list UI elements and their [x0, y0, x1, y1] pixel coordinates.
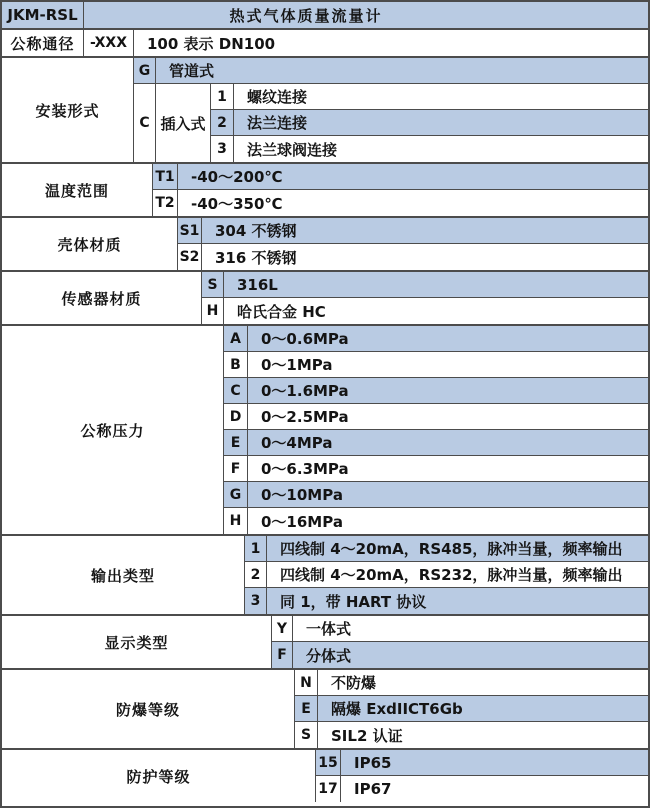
option-code: 1 [211, 84, 234, 109]
option-value: 316L [237, 275, 278, 294]
option-row [211, 136, 648, 162]
option-row-pipe [134, 58, 648, 84]
option-row [272, 616, 648, 642]
option-value: 0～6.3MPa [261, 460, 349, 478]
option-row [202, 272, 648, 298]
nominal-diameter-code: -XXX [84, 30, 134, 56]
option-value: 0～16MPa [261, 512, 343, 531]
model-code: JKM-RSL [2, 2, 84, 28]
installation-rows [134, 58, 648, 162]
protection-option-rows [316, 750, 648, 802]
option-value: 管道式 [169, 62, 215, 80]
option-value: 哈氏合金 HC [237, 302, 326, 321]
option-row [224, 352, 648, 378]
option-value: 一体式 [306, 620, 352, 638]
option-value: 不防爆 [331, 674, 377, 692]
option-value: 螺纹连接 [247, 88, 308, 106]
option-code: F [272, 642, 293, 668]
sensor-option-rows [202, 272, 648, 324]
option-code: H [202, 298, 224, 324]
option-code: E [295, 696, 318, 721]
option-value: 0～0.6MPa [261, 330, 349, 348]
option-row [202, 298, 648, 324]
housing-option-rows [178, 218, 648, 270]
option-value: 同 1，带 HART 协议 [280, 592, 427, 611]
nominal-pressure-label: 公称压力 [2, 326, 224, 534]
option-row [245, 536, 648, 562]
option-code: F [224, 456, 248, 481]
option-row [224, 430, 648, 456]
option-code: T1 [153, 164, 178, 189]
section-nominal-pressure [2, 326, 648, 536]
sensor-material-label: 传感器材质 [2, 272, 202, 324]
option-value: -40～350℃ [191, 194, 283, 213]
temperature-range-label: 温度范围 [2, 164, 153, 216]
option-row [245, 562, 648, 588]
protection-grade-label: 防护等级 [2, 750, 316, 802]
temperature-option-rows [153, 164, 648, 216]
section-housing-material [2, 218, 648, 272]
option-code: C [224, 378, 248, 403]
option-code: G [134, 58, 156, 83]
display-option-rows [272, 616, 648, 668]
option-code: N [295, 670, 318, 695]
option-row [295, 696, 648, 722]
installation-type-label: 安装形式 [2, 58, 134, 162]
option-code: E [224, 430, 248, 455]
option-row [224, 404, 648, 430]
option-row [211, 84, 648, 110]
output-type-label: 输出类型 [2, 536, 245, 614]
pressure-option-rows [224, 326, 648, 534]
option-code: S2 [178, 244, 202, 270]
option-value: IP65 [354, 753, 392, 772]
option-code: D [224, 404, 248, 429]
insertion-option-rows [211, 84, 648, 162]
option-row [153, 190, 648, 216]
option-value: 四线制 4～20mA，RS232，脉冲当量，频率输出 [280, 566, 623, 584]
product-title: 热式气体质量流量计 [84, 2, 648, 28]
explosion-proof-grade-label: 防爆等级 [2, 670, 295, 748]
insertion-group-code: C [134, 84, 156, 162]
option-row [224, 508, 648, 534]
option-code: G [224, 482, 248, 507]
option-code: 2 [211, 110, 234, 135]
option-row [316, 750, 648, 776]
section-display-type [2, 616, 648, 670]
option-value: 0～4MPa [261, 434, 333, 452]
option-row [224, 456, 648, 482]
option-code: 17 [316, 776, 341, 802]
option-row [295, 670, 648, 696]
option-code: 15 [316, 750, 341, 775]
option-row [224, 326, 648, 352]
display-type-label: 显示类型 [2, 616, 272, 668]
section-sensor-material [2, 272, 648, 326]
insertion-group-label: 插入式 [156, 84, 211, 162]
option-row [224, 482, 648, 508]
explosion-option-rows [295, 670, 648, 748]
option-row [178, 244, 648, 270]
section-output-type [2, 536, 648, 616]
option-value: 四线制 4～20mA，RS485，脉冲当量，频率输出 [280, 540, 623, 558]
option-code: S [295, 722, 318, 748]
option-code: 3 [245, 588, 267, 614]
option-value: -40～200℃ [191, 168, 283, 186]
section-nominal-diameter [2, 30, 648, 58]
option-code: S1 [178, 218, 202, 243]
option-value: 0～10MPa [261, 486, 343, 504]
option-row [224, 378, 648, 404]
option-code: Y [272, 616, 293, 641]
option-row [272, 642, 648, 668]
option-value: 0～1MPa [261, 356, 333, 374]
option-value: 304 不锈钢 [215, 222, 297, 240]
header-row [2, 2, 648, 30]
option-value: SIL2 认证 [331, 726, 403, 745]
option-value: 法兰连接 [247, 114, 308, 132]
option-row [211, 110, 648, 136]
option-value: 分体式 [306, 646, 352, 665]
housing-material-label: 壳体材质 [2, 218, 178, 270]
option-value: 法兰球阀连接 [247, 140, 338, 159]
option-code: B [224, 352, 248, 377]
section-installation-type [2, 58, 648, 164]
option-value: 隔爆 ExdIICT6Gb [331, 700, 463, 718]
option-code: 1 [245, 536, 267, 561]
option-row [316, 776, 648, 802]
insertion-group [134, 84, 648, 162]
output-option-rows [245, 536, 648, 614]
option-code: 3 [211, 136, 234, 162]
nominal-diameter-value: 100 表示 DN100 [147, 34, 276, 53]
section-explosion-proof-grade [2, 670, 648, 750]
option-row [153, 164, 648, 190]
section-temperature-range [2, 164, 648, 218]
nominal-diameter-label: 公称通径 [2, 30, 84, 56]
option-value: 316 不锈钢 [215, 248, 297, 267]
option-row [245, 588, 648, 614]
option-code: T2 [153, 190, 178, 216]
section-protection-grade [2, 750, 648, 802]
option-value: IP67 [354, 780, 392, 798]
option-value: 0～2.5MPa [261, 408, 349, 426]
option-row [295, 722, 648, 748]
option-code: S [202, 272, 224, 297]
option-row [178, 218, 648, 244]
option-code: H [224, 508, 248, 534]
option-code: A [224, 326, 248, 351]
option-code: 2 [245, 562, 267, 587]
option-value: 0～1.6MPa [261, 382, 349, 400]
